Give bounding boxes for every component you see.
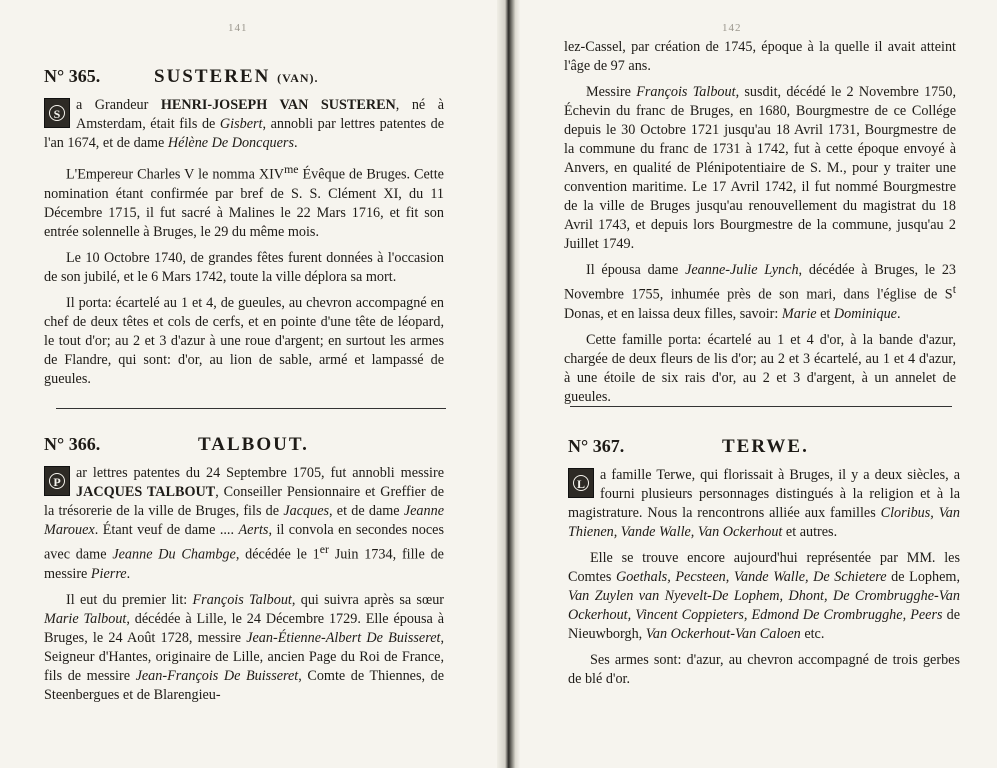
dropcap-p xyxy=(44,466,70,496)
person-name: Marie Talbout xyxy=(44,610,127,627)
person-name: HENRI-JOSEPH VAN SUSTEREN xyxy=(160,97,396,113)
text-span: , et de dame xyxy=(329,503,404,519)
entry-367-paragraph-3: Ses armes sont: d'azur, au chevron accompagné de trois gerbes de blé d'or. xyxy=(568,652,960,687)
text-span: de Nieuwborgh, xyxy=(568,607,960,642)
dropcap-letter: L xyxy=(576,477,585,491)
entry-366 xyxy=(44,434,444,712)
francois-paragraph xyxy=(564,83,956,254)
text-span: , Conseiller Pensionnaire et Greffier de la trésorerie de la ville de Bruges, fils de xyxy=(44,484,445,519)
person-name: François Talbout xyxy=(636,84,736,100)
text-span: , Seigneur d'Hantes, originaire de Lille, ancien Page du Roi de France, fils de messire xyxy=(44,629,444,684)
entry-367-number: N° 367. xyxy=(568,436,625,456)
talbout-continuation xyxy=(564,38,956,414)
text-span: Il épousa dame xyxy=(586,262,686,278)
text-span: , né à Amsterdam, était fils de xyxy=(76,97,444,132)
dropcap-letter: P xyxy=(53,475,61,489)
armes-talbout-paragraph: Cette famille porta: écartelé au 1 et 4 d'or, à la bande d'azur, chargée de deux fleurs de lis d'or; au 2 et 3 écartelé, au 1 et 4 d'azur, à une étoile de six rais d'or, au 2 et 3 d'argent, à un annelet de gueules. xyxy=(564,331,956,405)
text-span: , décédée à Lille, le 24 Décembre 1729. Elle épousa à Bruges, le 24 Août 1728, messire xyxy=(44,610,444,646)
entry-365-title xyxy=(154,66,319,88)
folio-left: 141 xyxy=(228,22,248,34)
dropcap-letter: S xyxy=(53,107,61,121)
person-name: JACQUES TALBOUT xyxy=(76,484,216,500)
person-name: Goethals, Pecsteen, Vande Walle, De Schietere xyxy=(615,569,887,585)
entry-367-paragraph-2 xyxy=(568,549,960,644)
text-span: , susdit, décédé le 2 Novembre 1750, Échevin du franc de Bruges, en 1680, Bourgmestre de ce Collége depuis le 30 Octobre 1721 jusqu'au 18 Avril 1731, Bourgmestre de la commune du franc de 1731 à 1742, fut à cette époque envoyé à Anvers, en qualité de Plénipotentiaire de S. M., pour y traiter une convention maritime. Le 17 Avril 1742, il fut nommé Bourgmestre de la ville de Bruges jusqu'au renouvellement du magistrat du 18 Avril 1743, et depuis lors Bourgmestre de la commune, jusqu'au 2 Juillet 1749. xyxy=(564,84,956,252)
text-span: . xyxy=(126,565,131,582)
person-name: Cloribus, Van Thienen, Vande Walle, Van Ockerhout xyxy=(568,505,960,540)
entry-365-title-text: SUSTEREN xyxy=(154,66,271,87)
text-span: L'Empereur Charles V le nomma XIV xyxy=(66,166,285,183)
text-span: Juin 1734, fille de messire xyxy=(44,546,444,582)
text-span: , décédée le 1 xyxy=(235,546,320,563)
person-name: Jean-Étienne-Albert De Buisseret xyxy=(246,629,441,646)
text-span: , il convola en secondes noces avec dame xyxy=(44,522,445,563)
continuation-paragraph: lez-Cassel, par création de 1745, époque à la quelle il avait atteint l'âge de 97 ans. xyxy=(564,39,956,74)
text-span: ar lettres patentes du 24 Septembre 1705, fut annobli messire xyxy=(76,465,444,481)
entry-367-paragraph-1 xyxy=(568,466,960,542)
entry-365 xyxy=(44,66,444,396)
text-span: de Lophem, xyxy=(886,569,960,585)
text-span: , qui suivra après sa sœur xyxy=(291,591,445,608)
text-span: a Grandeur xyxy=(76,97,161,113)
superscript: er xyxy=(319,542,329,556)
left-page xyxy=(0,0,497,768)
right-page xyxy=(520,0,997,768)
section-divider xyxy=(56,408,446,409)
text-span: et xyxy=(816,305,834,322)
section-divider xyxy=(570,406,952,407)
entry-365-paragraph-2 xyxy=(44,160,444,242)
person-name: Jeanne-Julie Lynch xyxy=(685,262,799,278)
entry-367 xyxy=(568,436,960,696)
person-name: François Talbout xyxy=(192,591,292,608)
entry-366-number: N° 366. xyxy=(44,434,101,454)
entry-366-paragraph-2 xyxy=(44,591,444,705)
text-span: Évêque de Bruges. Cette nomination étant confirmée par bref de S. S. Clément XI, du 11 Décembre 1715, il fut sacré à Malines le 22 Mars 1716, et fit son entrée solennelle à Bruges, le 29 du même mois. xyxy=(44,166,444,240)
text-span: , décédée à Bruges, le 23 Novembre 1755, inhumée près de son mari, dans l'église de S xyxy=(564,262,957,303)
person-name: Jacques xyxy=(283,503,330,519)
superscript: t xyxy=(952,282,956,296)
person-name: Gisbert xyxy=(219,116,263,132)
person-name: Hélène De Doncquers xyxy=(167,135,294,151)
person-name: Jeanne Du Chambge xyxy=(112,546,236,563)
folio-right: 142 xyxy=(722,22,742,34)
entry-366-title: TALBOUT. xyxy=(198,434,309,455)
text-span: etc. xyxy=(800,626,825,642)
book-gutter xyxy=(497,0,520,768)
superscript: me xyxy=(284,162,299,176)
entry-366-header xyxy=(44,434,444,464)
text-span: Donas, et en laissa deux filles, savoir: xyxy=(564,305,782,322)
person-name: Aerts xyxy=(238,522,269,538)
person-name: Jean-François De Buisseret xyxy=(135,667,299,684)
entry-365-header xyxy=(44,66,444,96)
text-span: . Étant veuf de dame .... xyxy=(94,522,239,538)
person-name: Marie xyxy=(781,305,817,322)
person-name: Van Ockerhout-Van Caloen xyxy=(645,626,801,642)
dropcap-s xyxy=(44,98,70,128)
person-name: Pierre xyxy=(90,565,127,582)
text-span: Elle se trouve encore aujourd'hui représentée par MM. les Comtes xyxy=(568,550,960,585)
entry-367-title: TERWE. xyxy=(722,436,809,457)
entry-367-header xyxy=(568,436,960,466)
text-span: , Comte de Thiennes, de Steenbergues et de Blarengieu- xyxy=(44,667,444,703)
entry-365-title-particle: (VAN). xyxy=(277,71,319,85)
person-name: Jeanne Marouex xyxy=(44,503,444,538)
text-span: Messire xyxy=(586,84,637,100)
text-span: . xyxy=(293,135,298,151)
entry-365-paragraph-1 xyxy=(44,96,444,153)
dropcap-l xyxy=(568,468,594,498)
text-span: , annobli par lettres patentes de l'an 1674, et de dame xyxy=(44,116,444,151)
entry-365-number: N° 365. xyxy=(44,66,101,86)
entry-365-paragraph-4: Il porta: écartelé au 1 et 4, de gueules, au chevron accompagné en chef de deux têtes et cols de cerfs, et en pointe d'une tête de léopard, le tout d'or; au 2 et 3 d'azur à une roue d'argent; en surtout les armes de Flandre, qui sont: d'or, au lion de sable, armé et lampassé de gueules. xyxy=(44,294,444,387)
entry-365-paragraph-3: Le 10 Octobre 1740, de grandes fêtes furent données à l'occasion de son jubilé, et le 6 Mars 1742, toute la ville déplora sa mort. xyxy=(44,249,444,285)
person-name: Dominique xyxy=(833,305,897,322)
text-span: . xyxy=(896,305,901,322)
person-name: Van Zuylen van Nyevelt-De Lophem, Dhont, De Crombrugghe-Van Ockerhout, Vincent Coppieters, Edmond De Crombrugghe, Peers xyxy=(568,588,960,623)
epouse-paragraph xyxy=(564,261,956,324)
text-span: Il eut du premier lit: xyxy=(66,591,193,608)
text-span: et autres. xyxy=(782,524,838,540)
text-span: a famille Terwe, qui florissait à Bruges, il y a deux siècles, a fourni plusieurs personnages distingués à la religion et à la magistrature. Nous la rencontrons alliée aux familles xyxy=(568,467,960,521)
entry-366-paragraph-1 xyxy=(44,464,444,584)
